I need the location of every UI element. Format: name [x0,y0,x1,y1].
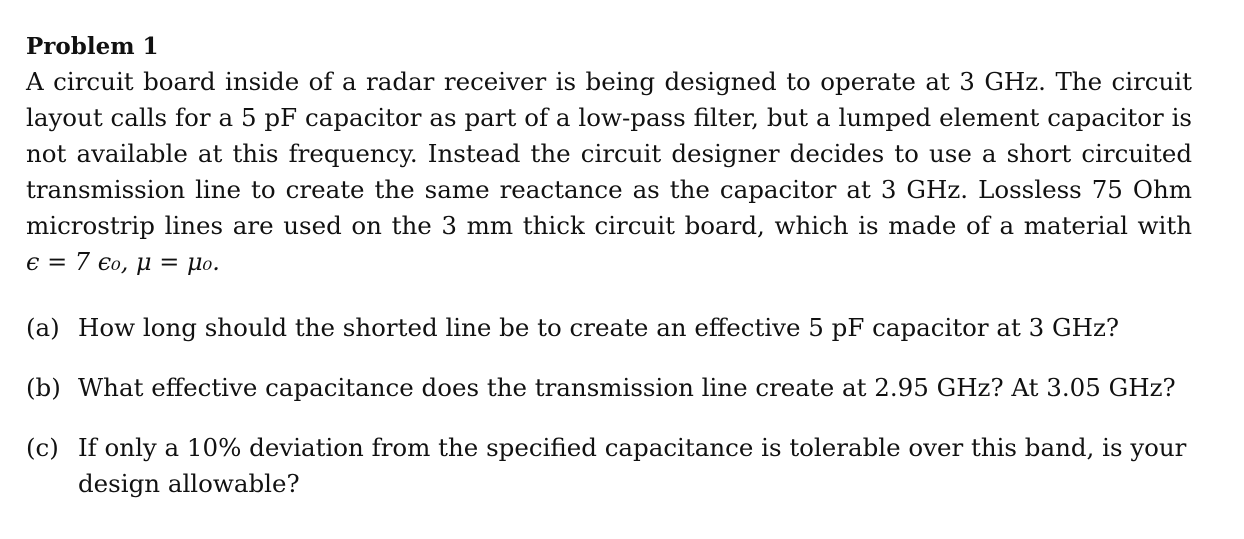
question-text: If only a 10% deviation from the specified capacitance is tolerable over this band, is your design allowable? [78,433,1187,498]
problem-page [26,30,1192,502]
material-properties: ϵ = 7 ϵ₀, μ = μ₀. [26,248,220,276]
question-label: (a) [26,313,60,342]
question-a [26,310,1192,346]
question-c [26,430,1192,502]
problem-intro [26,64,1192,280]
question-text: How long should the shorted line be to create an effective 5 pF capacitor at 3 GHz? [78,313,1120,342]
question-b [26,370,1192,406]
problem-statement: A circuit board inside of a radar receiver is being designed to operate at 3 GHz. The circuit layout calls for a 5 pF capacitor as part of a low-pass filter, but a lumped element capacitor is not available at this frequency. Instead the circuit designer decides to use a short circuited transmission line to create the same reactance as the capacitor at 3 GHz. Lossless 75 Ohm microstrip lines are used on the 3 mm thick circuit board, which is made of a material with [26,67,1192,240]
question-label: (c) [26,433,59,462]
question-text: What effective capacitance does the transmission line create at 2.95 GHz? At 3.05 GHz? [78,373,1176,402]
question-label: (b) [26,373,61,402]
problem-heading: Problem 1 [26,33,159,60]
question-list [26,310,1192,502]
